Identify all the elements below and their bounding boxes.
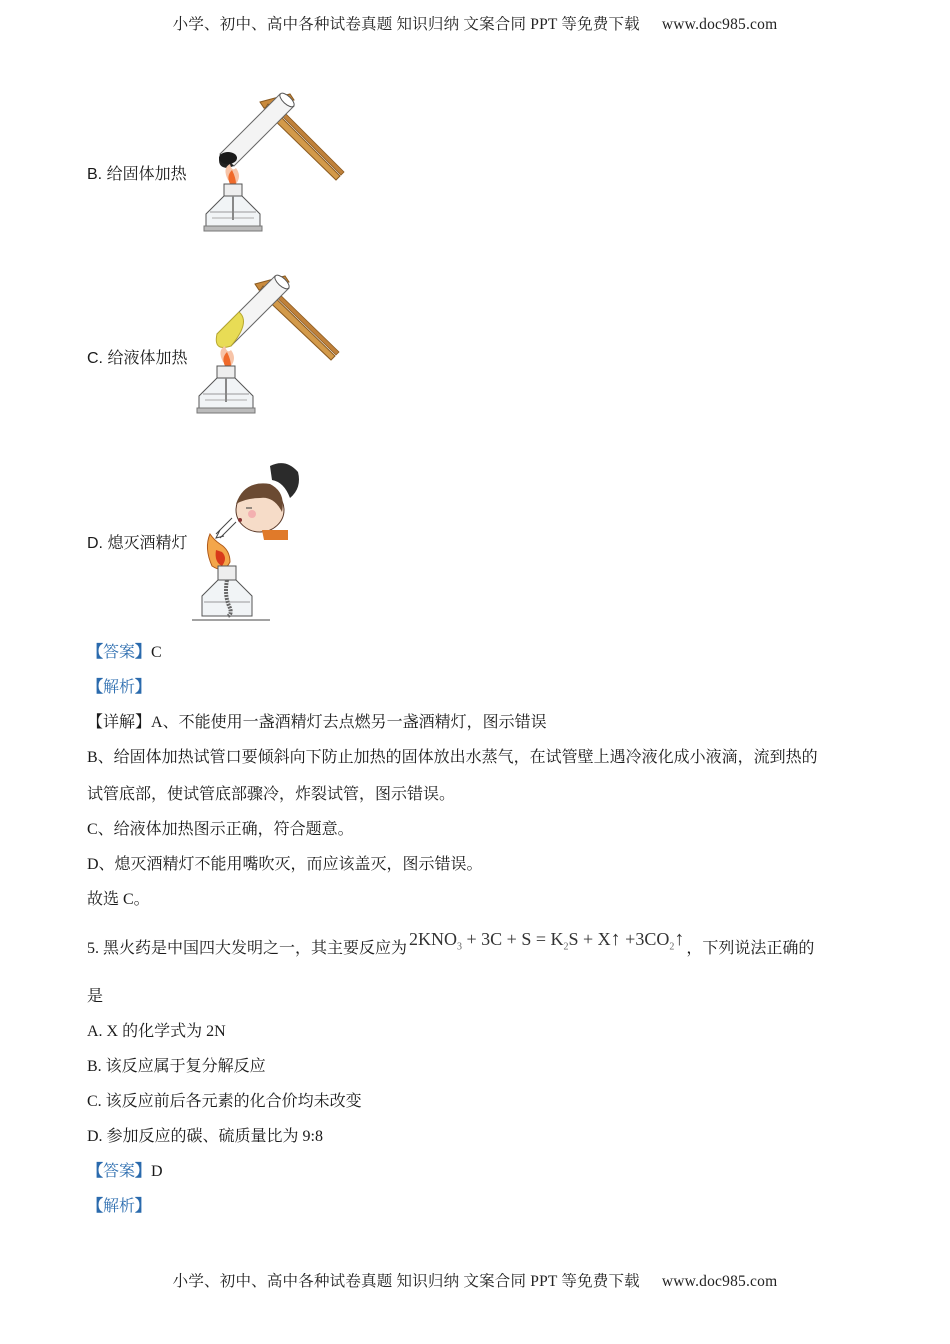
q5-option-a: A. X 的化学式为 2N — [87, 1023, 226, 1040]
answer-value: D — [151, 1163, 163, 1180]
q4-detail-line-a: 【详解】A、不能使用一盏酒精灯去点燃另一盏酒精灯，图示错误 — [87, 714, 547, 731]
q5-option-c: C. 该反应前后各元素的化合价均未改变 — [87, 1093, 362, 1110]
footer-text: 小学、初中、高中各种试卷真题 知识归纳 文案合同 PPT 等免费下载 — [172, 1273, 640, 1290]
option-d-label: D. 熄灭酒精灯 — [87, 535, 188, 552]
q5-analysis-heading — [87, 1197, 151, 1217]
q5-prefix: 5. 黑火药是中国四大发明之一，其主要反应为 — [87, 940, 408, 957]
analysis-tag: 【解析】 — [87, 1198, 152, 1215]
q4-detail-line-b1: B、给固体加热试管口要倾斜向下防止加热的固体放出水蒸气，在试管壁上遇冷液化成小液滴，流到热的 — [87, 749, 818, 766]
answer-value: C — [151, 644, 162, 661]
q5-suffix: ，下列说法正确的 — [686, 940, 815, 957]
header-url-link[interactable]: www.doc985.com — [661, 16, 778, 33]
q4-analysis-heading — [87, 678, 151, 698]
option-c-label: C. 给液体加热 — [87, 350, 188, 367]
gas-arrow-icon: ↑ — [674, 928, 685, 950]
analysis-tag: 【解析】 — [87, 679, 152, 696]
gas-arrow-icon: ↑ — [610, 928, 621, 950]
q4-answer — [87, 643, 162, 663]
answer-tag: 【答案】 — [87, 644, 152, 661]
q4-detail-line-c: C、给液体加热图示正确，符合题意。 — [87, 821, 354, 838]
q4-conclusion: 故选 C。 — [87, 891, 150, 908]
option-b-label: B. 给固体加热 — [87, 166, 187, 183]
header-text: 小学、初中、高中各种试卷真题 知识归纳 文案合同 PPT 等免费下载 — [172, 16, 640, 33]
heating-liquid-test-tube-icon — [193, 270, 343, 420]
q5-option-d: D. 参加反应的碳、硫质量比为 9:8 — [87, 1128, 324, 1145]
heating-solid-test-tube-icon — [198, 88, 348, 240]
chemical-equation: $2KNO_3 + 3C + S = K_2S$ + X↑ $+3CO_2↑$ — [409, 928, 685, 953]
answer-tag: 【答案】 — [87, 1163, 152, 1180]
blowing-out-alcohol-lamp-icon — [190, 458, 310, 628]
q4-detail-line-b2: 试管底部，使试管底部骤冷，炸裂试管，图示错误。 — [87, 786, 456, 803]
q5-stem-continuation: 是 — [87, 988, 104, 1005]
q5-answer — [87, 1162, 163, 1182]
page-footer — [0, 1269, 950, 1291]
q5-stem — [87, 928, 815, 966]
footer-url-link[interactable]: www.doc985.com — [661, 1273, 778, 1290]
q5-option-b: B. 该反应属于复分解反应 — [87, 1058, 266, 1075]
detail-tag: 【详解】 — [87, 714, 152, 731]
q4-detail-line-d: D、熄灭酒精灯不能用嘴吹灭，而应该盖灭，图示错误。 — [87, 856, 483, 873]
page-header — [0, 12, 950, 34]
